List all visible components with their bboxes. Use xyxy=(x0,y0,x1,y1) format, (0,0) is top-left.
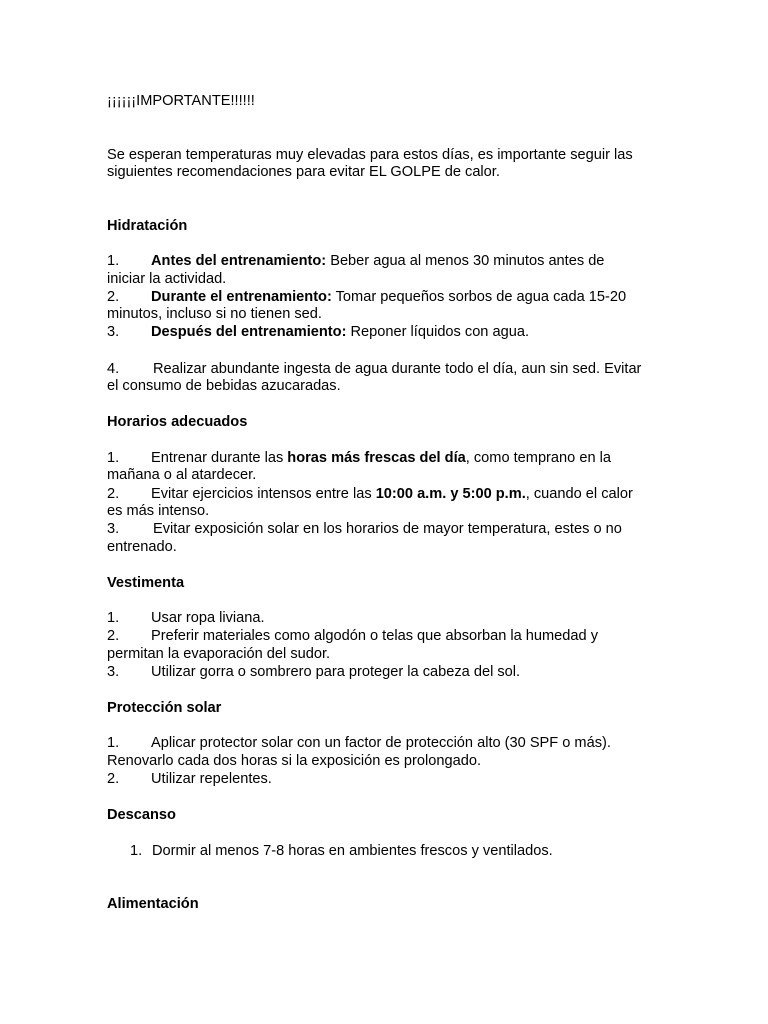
item-number: 3. xyxy=(107,521,120,537)
item-bold: Después del entrenamiento: xyxy=(151,324,347,340)
page-title: ¡¡¡¡¡¡IMPORTANTE!!!!!! xyxy=(107,93,255,109)
list-item xyxy=(107,734,611,752)
list-item xyxy=(107,252,604,270)
item-number: 2. xyxy=(107,771,120,787)
list-item xyxy=(107,627,598,645)
item-number: 2. xyxy=(107,628,120,644)
section-heading-proteccion: Protección solar xyxy=(107,700,222,716)
item-continuation: minutos, incluso si no tienen sed. xyxy=(107,306,322,322)
item-text: , como temprano en la xyxy=(465,450,611,466)
item-text: Entrenar durante las xyxy=(151,450,288,466)
item-number: 2. xyxy=(107,289,120,305)
intro-line-1: Se esperan temperaturas muy elevadas para estos días, es importante seguir las xyxy=(107,147,633,163)
item-continuation: el consumo de bebidas azucaradas. xyxy=(107,378,341,394)
item-text: Evitar ejercicios intensos entre las xyxy=(151,486,376,502)
item-text: Reponer líquidos con agua. xyxy=(346,324,530,340)
item-text: Realizar abundante ingesta de agua durante todo el día, aun sin sed. Evitar xyxy=(153,361,642,377)
item-text: , cuando el calor xyxy=(525,486,633,502)
item-number: 3. xyxy=(107,664,120,680)
item-continuation: mañana o al atardecer. xyxy=(107,467,257,483)
item-text: Usar ropa liviana. xyxy=(151,610,265,626)
list-item xyxy=(107,485,633,503)
list-item xyxy=(107,770,272,788)
list-item xyxy=(107,609,265,627)
section-heading-vestimenta: Vestimenta xyxy=(107,575,185,591)
item-text: Utilizar gorra o sombrero para proteger la cabeza del sol. xyxy=(151,664,521,680)
list-item xyxy=(107,449,611,467)
item-number: 3. xyxy=(107,324,120,340)
item-number: 1. xyxy=(107,610,120,626)
item-continuation: entrenado. xyxy=(107,539,177,555)
list-item xyxy=(107,360,641,378)
intro-line-2: siguientes recomendaciones para evitar EL GOLPE de calor. xyxy=(107,164,500,180)
section-heading-horarios: Horarios adecuados xyxy=(107,414,248,430)
item-continuation: iniciar la actividad. xyxy=(107,271,227,287)
list-item xyxy=(107,288,626,306)
item-text: Tomar pequeños sorbos de agua cada 15-20 xyxy=(331,289,627,305)
list-item xyxy=(107,323,529,341)
list-item xyxy=(130,842,553,860)
item-number: 1. xyxy=(107,450,120,466)
item-bold: horas más frescas del día xyxy=(287,450,466,466)
item-bold: Antes del entrenamiento: xyxy=(151,253,327,269)
item-text: Evitar exposición solar en los horarios de mayor temperatura, estes o no xyxy=(153,521,622,537)
section-heading-descanso: Descanso xyxy=(107,807,176,823)
section-heading-alimentacion: Alimentación xyxy=(107,896,199,912)
item-continuation: permitan la evaporación del sudor. xyxy=(107,646,331,662)
list-item xyxy=(107,520,622,538)
item-continuation: Renovarlo cada dos horas si la exposición es prolongado. xyxy=(107,753,481,769)
item-number: 4. xyxy=(107,361,120,377)
item-text: Beber agua al menos 30 minutos antes de xyxy=(326,253,605,269)
item-bold: 10:00 a.m. y 5:00 p.m. xyxy=(375,486,526,502)
section-heading-hidratacion: Hidratación xyxy=(107,218,188,234)
item-continuation: es más intenso. xyxy=(107,503,210,519)
item-number: 2. xyxy=(107,486,120,502)
item-number: 1. xyxy=(107,253,120,269)
item-bold: Durante el entrenamiento: xyxy=(151,289,332,305)
item-text: Preferir materiales como algodón o telas que absorban la humedad y xyxy=(151,628,598,644)
item-text: Utilizar repelentes. xyxy=(151,771,272,787)
item-number: 1. xyxy=(107,735,120,751)
item-text: Aplicar protector solar con un factor de protección alto (30 SPF o más). xyxy=(151,735,611,751)
item-text: Dormir al menos 7-8 horas en ambientes frescos y ventilados. xyxy=(152,843,553,859)
item-number: 1. xyxy=(130,843,143,859)
list-item xyxy=(107,663,520,681)
